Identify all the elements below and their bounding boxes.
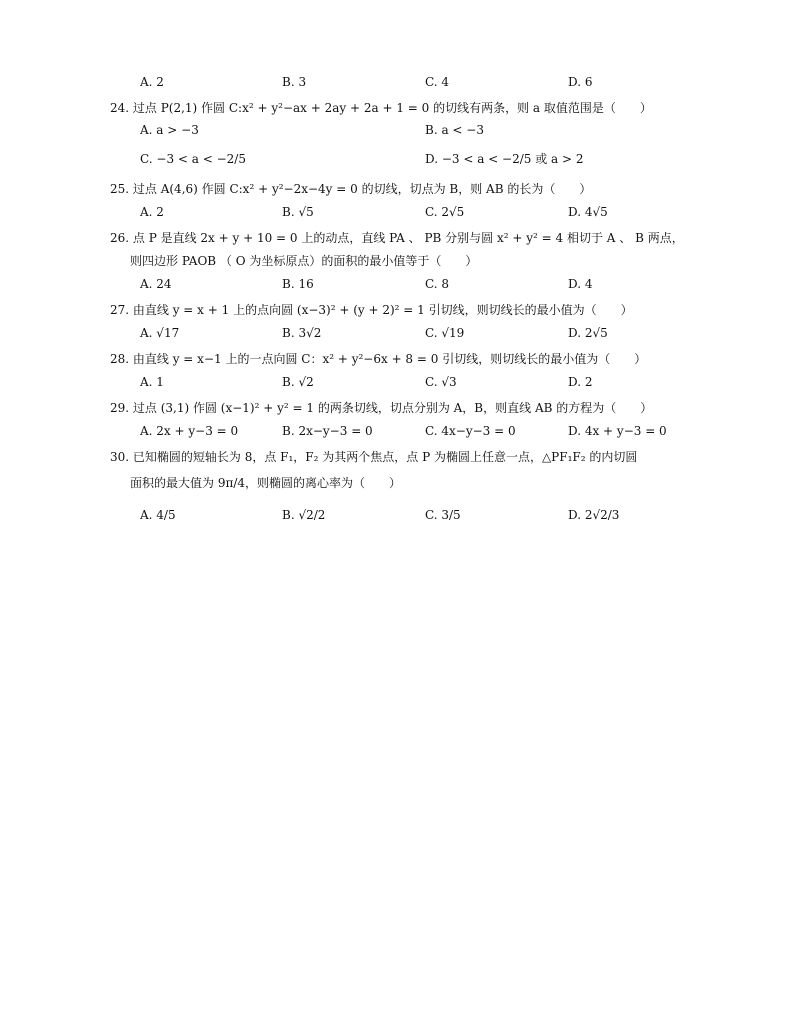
q29-option-c: C. 4x−y−3 = 0 bbox=[425, 424, 516, 438]
q27-option-d: D. 2√5 bbox=[568, 326, 608, 340]
q26-stem-continued: 则四边形 PAOB （ O 为坐标原点）的面积的最小值等于（ ） bbox=[130, 254, 478, 268]
q27-option-b: B. 3√2 bbox=[282, 326, 322, 340]
q25-stem: 25. 过点 A(4,6) 作圆 C:x² + y²−2x−4y = 0 的切线，切点为 B，则 AB 的长为（ ） bbox=[110, 182, 592, 196]
q28-option-b: B. √2 bbox=[282, 375, 314, 389]
q26-option-c: C. 8 bbox=[425, 277, 450, 291]
q24-option-c: C. −3 < a < −2/5 bbox=[140, 152, 246, 166]
q30-stem: 30. 已知椭圆的短轴长为 8，点 F₁，F₂ 为其两个焦点，点 P 为椭圆上任意一点，△PF₁F₂ 的内切圆 bbox=[110, 450, 638, 464]
q30-stem-continued: 面积的最大值为 9π/4，则椭圆的离心率为（ ） bbox=[130, 476, 402, 490]
q24-option-d: D. −3 < a < −2/5 或 a > 2 bbox=[425, 152, 584, 166]
q25-option-b: B. √5 bbox=[282, 205, 314, 219]
q27-option-c: C. √19 bbox=[425, 326, 465, 340]
q24-option-a: A. a > −3 bbox=[140, 123, 199, 137]
q28-option-d: D. 2 bbox=[568, 375, 593, 389]
q29-stem: 29. 过点 (3,1) 作圆 (x−1)² + y² = 1 的两条切线，切点分别为 A，B，则直线 AB 的方程为（ ） bbox=[110, 401, 653, 415]
q29-option-d: D. 4x + y−3 = 0 bbox=[568, 424, 667, 438]
q29-option-a: A. 2x + y−3 = 0 bbox=[140, 424, 239, 438]
q24-option-b: B. a < −3 bbox=[425, 123, 484, 137]
q27-stem: 27. 由直线 y = x + 1 上的点向圆 (x−3)² + (y + 2)² = 1 引切线，则切线长的最小值为（ ） bbox=[110, 303, 633, 317]
q25-option-d: D. 4√5 bbox=[568, 205, 608, 219]
q26-option-a: A. 24 bbox=[140, 277, 172, 291]
q30-option-c: C. 3/5 bbox=[425, 508, 461, 522]
q30-option-a: A. 4/5 bbox=[140, 508, 176, 522]
q28-stem: 28. 由直线 y = x−1 上的一点向圆 C：x² + y²−6x + 8 = 0 引切线，则切线长的最小值为（ ） bbox=[110, 352, 647, 366]
q25-option-a: A. 2 bbox=[140, 205, 164, 219]
q26-option-d: D. 4 bbox=[568, 277, 593, 291]
q26-stem: 26. 点 P 是直线 2x + y + 10 = 0 上的动点，直线 PA 、 PB 分别与圆 x² + y² = 4 相切于 A 、 B 两点， bbox=[110, 231, 684, 245]
q24-stem: 24. 过点 P(2,1) 作圆 C:x² + y²−ax + 2ay + 2a + 1 = 0 的切线有两条，则 a 取值范围是（ ） bbox=[110, 101, 652, 115]
q30-option-b: B. √2/2 bbox=[282, 508, 326, 522]
q25-option-c: C. 2√5 bbox=[425, 205, 465, 219]
q28-option-c: C. √3 bbox=[425, 375, 457, 389]
q27-option-a: A. √17 bbox=[140, 326, 180, 340]
q26-option-b: B. 16 bbox=[282, 277, 314, 291]
q23-option-d: D. 6 bbox=[568, 75, 593, 89]
q23-option-a: A. 2 bbox=[140, 75, 164, 89]
q30-option-d: D. 2√2/3 bbox=[568, 508, 620, 522]
q23-option-b: B. 3 bbox=[282, 75, 307, 89]
q28-option-a: A. 1 bbox=[140, 375, 164, 389]
q29-option-b: B. 2x−y−3 = 0 bbox=[282, 424, 373, 438]
q23-option-c: C. 4 bbox=[425, 75, 450, 89]
